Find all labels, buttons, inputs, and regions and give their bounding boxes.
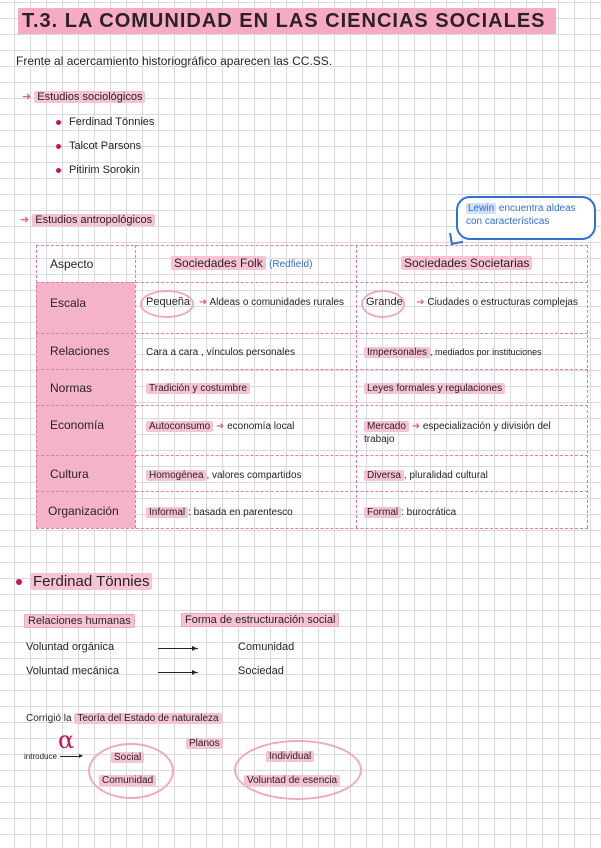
list-item: Ferdinad Tönnies (56, 116, 154, 128)
folk-desc: Homogénea , valores compartidos (146, 469, 302, 482)
header-folk: Sociedades Folk (Redfield) (171, 257, 312, 271)
folk-desc: Informal : basada en parentesco (146, 506, 293, 519)
soc-desc: Formal : burocrática (364, 506, 456, 519)
section-antropologicos (20, 213, 155, 226)
arrow-right-icon: ➜ (20, 214, 30, 226)
header-aspecto: Aspecto (50, 257, 94, 271)
folk-key: Pequeña (146, 296, 191, 308)
introduce-label: introduce (24, 752, 57, 761)
folk-desc: Autoconsumo ➜ economía local (146, 420, 294, 433)
soc-key: Grande (366, 296, 403, 308)
note-text: encuentra aldeas con características (466, 203, 576, 227)
arrow-head-icon: ▸ (79, 751, 84, 760)
row-label: Organización (48, 504, 119, 518)
list-item: Talcot Parsons (56, 140, 141, 152)
soc-desc: Diversa , pluralidad cultural (364, 469, 488, 482)
voluntad-mecanica: Voluntad mecánica (26, 665, 119, 677)
oval-individual-bottom: Voluntad de esencia (244, 775, 340, 786)
section-heading: Estudios sociológicos (34, 91, 145, 103)
voluntad-organica: Voluntad orgánica (26, 641, 115, 653)
soc-desc: Leyes formales y regulaciones (364, 382, 505, 395)
folk-desc: ➜ Aldeas o comunidades rurales (198, 297, 344, 308)
bullet-icon (56, 120, 61, 125)
row-label: Escala (50, 296, 87, 310)
lewin-note (456, 196, 596, 240)
oval-social-top: Social (111, 752, 144, 763)
arrow-right-icon: ➜ (198, 297, 208, 308)
comparison-table (36, 245, 588, 528)
row-label: Relaciones (50, 344, 110, 358)
soc-desc: Mercado ➜ especialización y división del trabajo (364, 421, 551, 445)
note-name: Lewin (468, 203, 495, 214)
soc-desc: ➜ Ciudades o estructuras complejas (416, 297, 578, 308)
section-sociologicos (22, 90, 145, 103)
arrow-head-icon: ▸ (192, 643, 198, 654)
oval-social-bottom: Comunidad (99, 775, 156, 786)
planos-label: Planos (186, 738, 223, 749)
bullet-icon (16, 579, 22, 585)
soc-desc: Impersonales , mediados por instituciones (364, 346, 542, 359)
page-title: T.3. LA COMUNIDAD EN LAS CIENCIAS SOCIALES (18, 8, 556, 34)
bullet-icon (56, 168, 61, 173)
folk-desc: Cara a cara , vínculos personales (146, 347, 295, 358)
col-relaciones-humanas: Relaciones humanas (24, 615, 135, 627)
col-forma-estructuracion: Forma de estructuración social (181, 614, 339, 626)
tonnies-heading: Ferdinad Tönnies (16, 573, 152, 590)
list-item: Pitirim Sorokin (56, 164, 140, 176)
oval-individual (234, 740, 362, 800)
intro-text: Frente al acercamiento historiográfico aparecen las CC.SS. (16, 54, 333, 68)
arrow-right-icon: ➜ (22, 91, 32, 103)
note-tail (449, 231, 463, 245)
corrigio-line: Corrigió la Teoría del Estado de naturaleza (26, 713, 222, 724)
folk-desc: Tradición y costumbre (146, 382, 250, 395)
arrow-line (60, 756, 80, 757)
bullet-icon (56, 144, 61, 149)
alpha-icon: α (58, 726, 75, 754)
row-label: Economía (50, 418, 105, 432)
header-societarias: Sociedades Societarias (401, 257, 532, 270)
arrow-right-icon: ➜ (416, 297, 425, 308)
arrow-head-icon: ▸ (192, 667, 198, 678)
arrow-right-icon: ➜ (411, 421, 421, 432)
header-folk-author: (Redfield) (269, 259, 313, 270)
row-label: Normas (50, 381, 93, 395)
arrow-right-icon: ➜ (215, 421, 225, 432)
row-label: Cultura (50, 467, 89, 481)
sociedad-label: Sociedad (238, 665, 284, 677)
oval-individual-top: Individual (266, 751, 314, 762)
comunidad-label: Comunidad (238, 641, 295, 653)
section-heading: Estudios antropológicos (32, 214, 155, 226)
